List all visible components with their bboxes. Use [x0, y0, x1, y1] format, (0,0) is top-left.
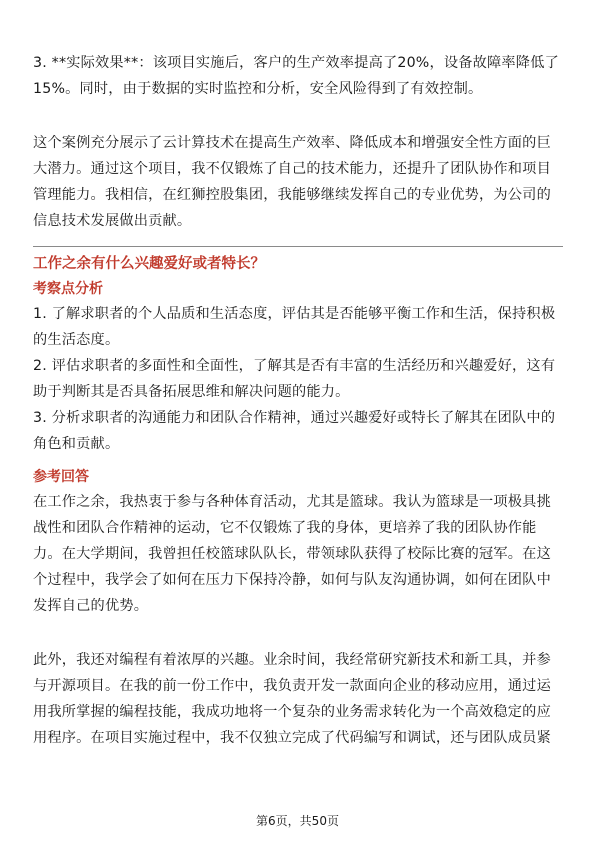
page-indicator: 第6页，共50页: [256, 814, 339, 828]
answer-paragraph-2: 此外，我还对编程有着浓厚的兴趣。业余时间，我经常研究新技术和新工具，并参与开源项目。在我的前一份工作中，我负责开发一款面向企业的移动应用，通过运用我所掌握的编程技能，我成功地将一个复杂的业务需求转化为一个高效稳定的应用程序。在项目实施过程中，我不仅独立完成了代码编写和调试，还与团队成员紧: [33, 652, 551, 746]
analysis-item-3: 3. 分析求职者的沟通能力和团队合作精神，通过兴趣爱好或特长了解其在团队中的角色和贡献。: [33, 410, 556, 452]
analysis-heading: 考察点分析: [33, 281, 103, 297]
question-title: 工作之余有什么兴趣爱好或者特长？: [33, 256, 265, 272]
case-summary-paragraph: 这个案例充分展示了云计算技术在提高生产效率、降低成本和增强安全性方面的巨大潜力。通过这个项目，我不仅锻炼了自己的技术能力，还提升了团队协作和项目管理能力。我相信，在红狮控股集团，我能够继续发挥自己的专业优势，为公司的信息技术发展做出贡献。: [33, 135, 551, 229]
page-content: [33, 50, 563, 751]
analysis-item-1: 1. 了解求职者的个人品质和生活态度，评估其是否能够平衡工作和生活，保持积极的生活态度。: [33, 306, 556, 348]
result-item-3: 3. **实际效果**：该项目实施后，客户的生产效率提高了20%，设备故障率降低了15%。同时，由于数据的实时监控和分析，安全风险得到了有效控制。: [33, 55, 559, 97]
section-divider: [33, 246, 563, 247]
analysis-item-2: 2. 评估求职者的多面性和全面性，了解其是否有丰富的生活经历和兴趣爱好，这有助于判断其是否具备拓展思维和解决问题的能力。: [33, 358, 556, 400]
answer-heading: 参考回答: [33, 469, 89, 485]
spacer: [33, 102, 563, 130]
spacer: [33, 619, 563, 647]
answer-paragraph-1: 在工作之余，我热衷于参与各种体育活动，尤其是篮球。我认为篮球是一项极具挑战性和团队合作精神的运动，它不仅锻炼了我的身体，更培养了我的团队协作能力。在大学期间，我曾担任校篮球队队长，带领球队获得了校际比赛的冠军。在这个过程中，我学会了如何在压力下保持冷静，如何与队友沟通协调，如何在团队中发挥自己的优势。: [33, 494, 551, 614]
